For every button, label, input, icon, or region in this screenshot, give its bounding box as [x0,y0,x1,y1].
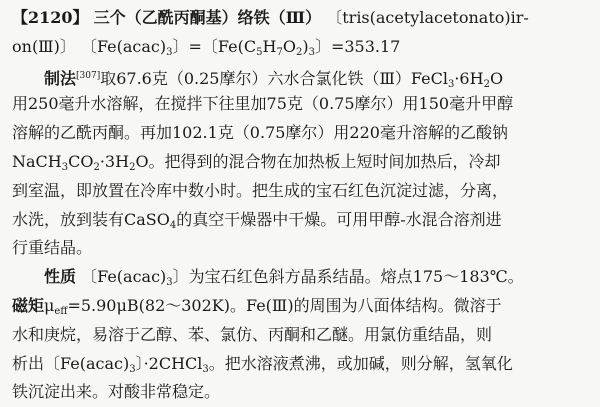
properties-line-2 [12,292,592,321]
method-text: ·3H [99,151,130,171]
method-text: O。把得到的混合物在加热板上短时间加热后，冷却 [135,151,501,171]
method-line-7: 行重结晶。 [12,238,93,258]
formula-subscript: 2 [129,161,136,173]
formula-subscript: eff [54,305,68,317]
method-line-5: 到室温，即放置在冷库中数小时。把生成的宝石红色沉淀过滤，分离， [12,180,509,200]
properties-line-3: 水和庚烷，易溶于乙醇、苯、氯仿、丙酮和乙醚。用氯仿重结晶，则 [12,324,493,344]
formula-part: ) [302,36,309,56]
formula-part: 〔Fe(acac) [80,36,167,56]
formula-subscript: 7 [276,46,283,58]
entry-id: 【2120】 [12,8,89,27]
method-text: 的真空干燥器中干燥。可用甲醇-水混合溶剂进 [176,209,502,229]
formula-subscript: 3 [308,46,315,58]
formula-subscript: 3 [447,78,455,90]
formula-subscript: 3 [129,363,136,375]
properties-label: 性质 [44,267,77,287]
formula-subscript: 3 [166,46,173,58]
entry-title-en-cont: on(Ⅲ)〕 [12,36,76,56]
method-line-3: 溶解的乙酰丙酮。再加102.1克（0.75摩尔）用220毫升溶解的乙酸钠 [12,123,508,143]
method-line-4 [12,148,592,177]
formula-subscript: 3 [61,161,69,173]
properties-text: =5.90μB(82～302K)。Fe(Ⅲ)的周围为八面体结构。微溶于 [67,295,502,315]
properties-line-1 [12,263,592,292]
properties-line-5: 铁沉淀出来。对酸非常稳定。 [12,382,221,402]
method-line-6 [12,206,592,235]
properties-text: 析出〔Fe(acac) [12,353,130,373]
method-reference: [307] [76,70,101,81]
formula-subscript: 3 [166,277,173,289]
formula-subscript: 5 [256,46,263,58]
method-text: O [489,68,504,88]
properties-text: 〕为宝石红色斜方晶系结晶。熔点175～183℃。 [172,267,524,287]
formula-subscript: 2 [93,161,100,173]
properties-line-4 [12,350,592,379]
formula-part: H [262,36,277,56]
formula-part: 〕=〔Fe(C [172,36,257,56]
method-text: CO [68,151,94,171]
formula-part: O [282,36,296,56]
method-text: ·6H [454,68,484,88]
formula-subscript: 4 [169,219,177,231]
entry-title-zh: 三个（乙酰丙酮基）络铁（Ⅲ） [93,8,322,27]
entry-title-en: 〔tris(acetylacetonato)ir- [326,8,529,27]
entry-header-line-2 [12,33,592,62]
properties-text: 〕·2CHCl [135,353,203,373]
mu-symbol: μ [44,295,55,315]
method-label: 制法 [44,68,77,88]
method-line-1 [12,62,592,91]
entry-header-line-1 [12,4,592,33]
method-text: 取67.6克（0.25摩尔）六水合氯化铁（Ⅲ）FeCl [100,68,448,88]
formula-subscript: 2 [295,46,303,58]
method-text: NaCH [12,151,62,171]
formula-subscript: 2 [483,78,490,90]
method-text: 水洗，放到装有CaSO [12,209,170,229]
properties-text: 。把水溶液煮沸，或加碱，则分解，氢氧化 [208,353,513,373]
formula-subscript: 3 [202,363,209,375]
properties-text: 〔Fe(acac) [81,267,167,287]
magnetic-moment-label: 磁矩 [12,295,45,315]
method-line-2: 用250毫升水溶解，在搅拌下往里加75克（0.75摩尔）用150毫升甲醇 [12,94,514,114]
entry-formula [81,37,400,56]
formula-part: 〕=353.17 [314,36,401,56]
